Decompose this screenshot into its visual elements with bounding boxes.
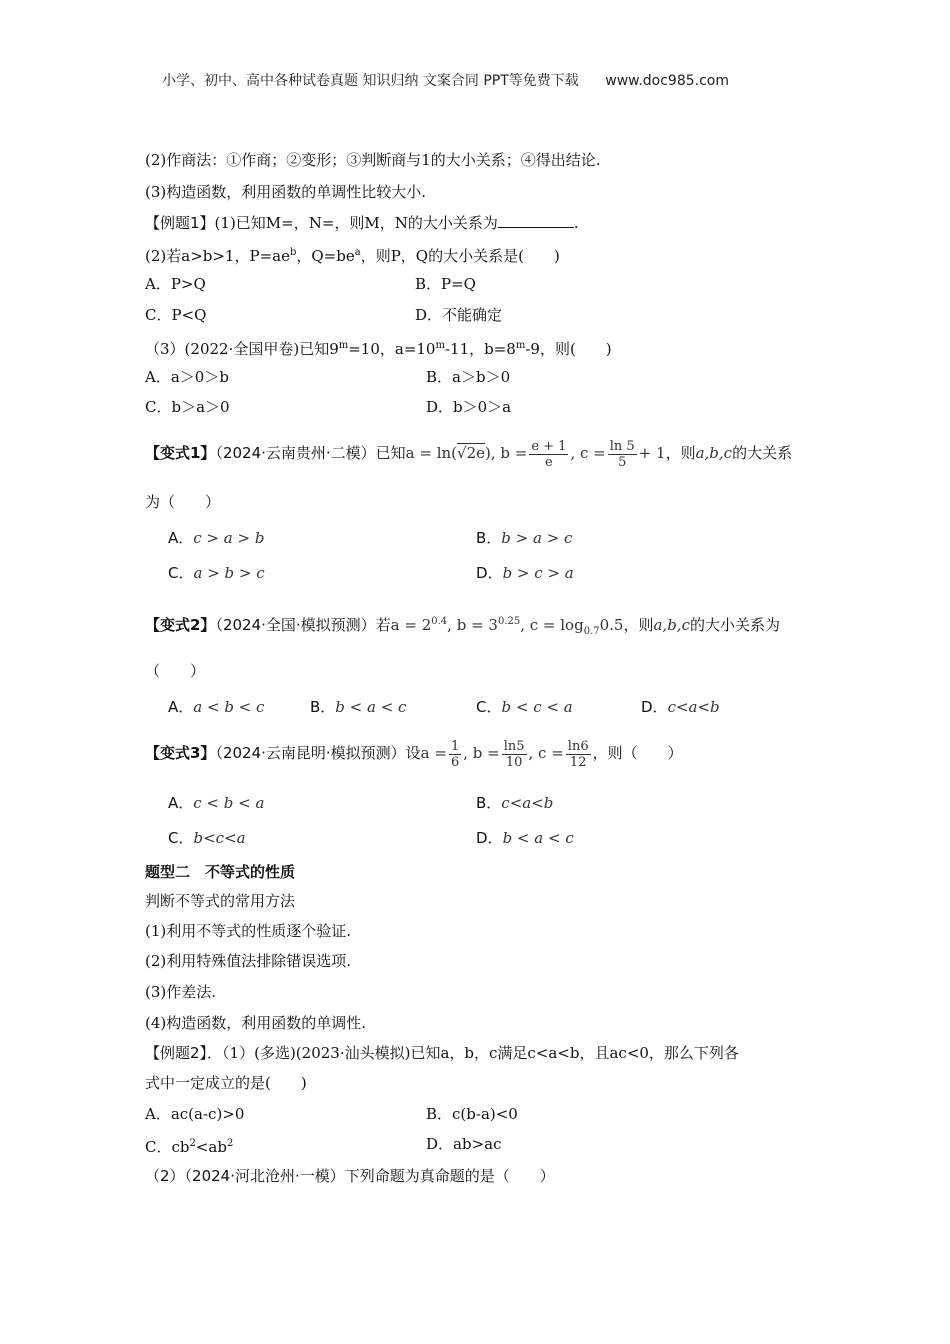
opt-c-exp1: 2 [189,1138,196,1149]
variant2-option-d[interactable] [641,697,720,717]
v1-frac2-den: 5 [618,454,627,470]
opt-expr: c<a<b [501,794,554,812]
opt-expr: a < b < c [193,698,265,716]
opt-expr: c<a<b [667,698,720,716]
opt-label: A． [168,794,194,812]
v3-frac2-num: ln5 [503,738,525,754]
v1-formula-a: a = ln( [405,444,458,462]
v2-formula-b: , b = 3 [447,616,498,634]
v2-vars: a,b,c [653,616,690,634]
opt-label: D． [476,829,503,847]
q2-text-a: (2)若a>b>1，P=ae [145,247,290,265]
example1-q2 [145,243,560,266]
opt-c-exp2: 2 [226,1138,234,1149]
variant3-option-a[interactable] [168,793,264,813]
variant2-source: （2024·全国·模拟预测）若 [215,616,391,634]
v1-text-end: 的大关系 [732,444,793,462]
type2-item-2: (2)利用特殊值法排除错误选项. [145,952,352,970]
q3-exp-3: m [515,340,526,351]
type2-intro: 判断不等式的常用方法 [145,892,296,910]
header-text: 小学、初中、高中各种试卷真题 知识归纳 文案合同 PPT等免费下载 [162,73,579,89]
opt-label: C． [168,829,194,847]
variant1-line2: 为（ ） [145,493,221,511]
example1-q3-option-b[interactable]: B．a＞b＞0 [426,368,511,386]
q3-text-d: -9，则( ) [525,340,612,358]
opt-expr: b < a < c [335,698,407,716]
v1-frac2-num: ln 5 [609,438,635,454]
example1-q3-option-c[interactable]: C．b＞a＞0 [145,398,230,416]
v1-text-after: ，则 [665,444,696,462]
opt-label: A． [168,698,194,716]
example2-option-d[interactable]: D．ab>ac [426,1135,502,1153]
example1-label: 【例题1】 [145,214,215,232]
v3-frac2-den: 10 [505,754,523,770]
v1-vars: a,b,c [695,444,733,462]
v3-text-after: ，则（ ） [592,744,683,762]
example2-option-a[interactable]: A．ac(a-c)>0 [145,1105,245,1123]
example1-q3 [145,336,612,359]
header-url[interactable]: www.doc985.com [605,73,729,89]
variant2-option-a[interactable] [168,697,264,717]
v3-frac-1 [449,739,461,770]
opt-expr: c < b < a [193,794,265,812]
opt-label: C． [476,698,502,716]
q3-text-a: （3）(2022·全国甲卷)已知9 [145,340,339,358]
q2-exp-b: b [289,247,297,258]
answer-blank[interactable] [498,213,574,228]
v1-frac1-den: e [545,454,553,470]
method-2: (2)作商法：①作商；②变形；③判断商与1的大小关系；④得出结论. [145,151,601,169]
example2-q2: （2）（2024·河北沧州·一模）下列命题为真命题的是（ ） [145,1167,555,1185]
v1-frac1-num: e + 1 [531,438,567,454]
v3-formula-c: , c = [528,744,564,762]
variant3-question [145,734,683,772]
opt-label: A． [168,529,194,547]
v1-formula-b: ), b = [485,444,528,462]
variant3-option-d[interactable] [476,828,574,848]
page-header [162,70,729,90]
variant2-question [145,609,780,645]
v2-sub-c: 0.7 [583,626,600,637]
example2-label: 【例题2】 [145,1044,208,1062]
opt-expr: b > a > c [501,529,573,547]
v3-frac3-den: 12 [569,754,587,770]
q3-exp-2: m [435,340,445,351]
variant1-question [145,436,792,470]
variant3-option-b[interactable] [476,793,553,813]
v2-text-end: 的大小关系为 [689,616,780,634]
variant1-option-b[interactable] [476,528,572,548]
q3-exp-1: m [338,340,349,351]
v1-sqrt: √2e [457,444,485,462]
v3-frac3-num: ln6 [567,738,589,754]
opt-label: B． [476,529,502,547]
q2-exp-a: a [354,247,361,258]
example1-q2-option-b[interactable]: B．P=Q [415,275,476,293]
variant1-label: 【变式1】 [145,444,216,462]
variant2-option-b[interactable] [310,697,406,717]
v1-frac-1 [529,439,568,470]
example1-q3-option-d[interactable]: D．b＞0＞a [426,398,512,416]
v2-exp-b: 0.25 [497,616,521,627]
example2-q1-line2: 式中一定成立的是( ) [145,1074,307,1092]
method-3: (3)构造函数，利用函数的单调性比较大小. [145,183,427,201]
v3-frac-3 [566,739,591,770]
v2-formula-c: , c = log [520,616,584,634]
v2-formula-d: 0.5 [599,616,624,634]
example2-q1-line1 [145,1043,739,1063]
q3-text-c: -11，b=8 [444,340,516,358]
variant3-source: （2024·云南昆明·模拟预测）设 [215,744,421,762]
q2-text-b: ，Q=be [296,247,355,265]
variant2-line2: （ ） [145,662,206,680]
variant3-option-c[interactable] [168,828,246,848]
example1-q1: 【例题1】(1)已知M=，N=，则M，N的大小关系为 . [145,214,579,232]
variant1-option-d[interactable] [476,563,574,583]
opt-expr: c > a > b [193,529,265,547]
example1-q3-option-a[interactable]: A．a＞0＞b [145,368,229,386]
opt-expr: b < a < c [502,829,574,847]
example1-q2-option-a[interactable]: A．P>Q [145,275,206,293]
opt-expr: a > b > c [193,564,265,582]
variant1-option-a[interactable] [168,528,264,548]
opt-expr: b < c < a [501,698,573,716]
opt-label: D． [641,698,668,716]
section-title-type2: 题型二 不等式的性质 [145,863,296,881]
variant3-label: 【变式3】 [145,744,216,762]
q3-text-b: =10，a=10 [348,340,436,358]
v1-formula-c: , c = [570,444,606,462]
opt-c-b: <ab [195,1138,227,1156]
variant2-option-c[interactable] [476,697,573,717]
v2-exp-a: 0.4 [431,616,448,627]
opt-expr: b > c > a [502,564,574,582]
example2-option-b[interactable]: B．c(b-a)<0 [426,1105,518,1123]
v2-formula-a: a = 2 [390,616,432,634]
opt-label: C． [168,564,194,582]
example2-option-c[interactable] [145,1134,233,1157]
v1-frac-2 [608,439,637,470]
v3-formula-b: , b = [463,744,500,762]
example1-q1-text: (1)已知M=，N=，则M，N的大小关系为 [214,214,498,232]
v3-frac-2 [502,739,527,770]
type2-item-4: (4)构造函数，利用函数的单调性. [145,1014,367,1032]
q2-text-c: ，则P，Q的大小关系是( ) [360,247,560,265]
example1-q2-option-d[interactable]: D．不能确定 [415,306,503,324]
v3-frac1-num: 1 [450,738,460,754]
opt-label: D． [476,564,503,582]
type2-item-1: (1)利用不等式的性质逐个验证. [145,922,352,940]
example2-q1-text: ．（1）(多选)(2023·汕头模拟)已知a，b，c满足c<a<b，且ac<0，那么下列各 [207,1044,739,1062]
v3-formula-a: a = [420,744,447,762]
v3-frac1-den: 6 [450,754,460,770]
opt-c-a: C．cb [145,1138,190,1156]
variant1-option-c[interactable] [168,563,265,583]
opt-label: B． [310,698,336,716]
v1-formula-d: + 1 [638,444,666,462]
type2-item-3: (3)作差法. [145,983,217,1001]
opt-expr: b<c<a [193,829,246,847]
variant2-label: 【变式2】 [145,616,216,634]
v2-text-after: ，则 [623,616,654,634]
variant1-source: （2024·云南贵州·二模）已知 [215,444,406,462]
example1-q2-option-c[interactable]: C．P<Q [145,306,207,324]
opt-label: B． [476,794,502,812]
